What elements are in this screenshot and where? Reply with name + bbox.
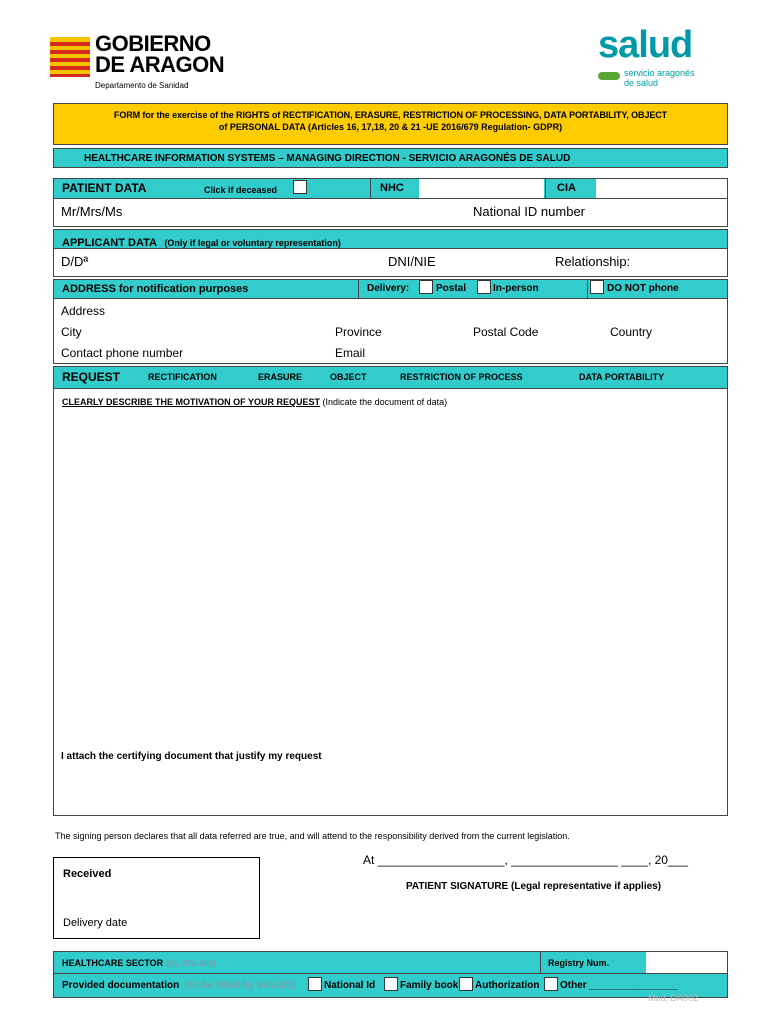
request-option-rectification[interactable]: RECTIFICATION (148, 372, 217, 382)
nhc-input[interactable] (419, 179, 544, 198)
patient-name-label: Mr/Mrs/Ms (61, 204, 123, 219)
patient-section-label: PATIENT DATA (62, 181, 147, 195)
city-label: City (61, 325, 82, 339)
deceased-checkbox[interactable] (293, 180, 307, 194)
request-option-erasure[interactable]: ERASURE (258, 372, 303, 382)
salud-logo-word: salud (598, 24, 693, 66)
applicant-section-label: APPLICANT DATA (62, 237, 157, 249)
applicant-section-note: (Only if legal or voluntary representation) (164, 238, 341, 248)
applicant-dni-label: DNI/NIE (388, 254, 436, 269)
doc-familybook-checkbox[interactable] (384, 977, 398, 991)
salud-logo-sub1: servicio aragonés (624, 68, 695, 78)
gov-logo-line2: DE ARAGON (95, 52, 225, 77)
doc-nationalid-label: National Id (324, 980, 376, 991)
cia-input[interactable] (596, 179, 727, 198)
gov-logo-line1: GOBIERNO (95, 31, 211, 56)
attach-label: I attach the certifying document that justify my request (61, 751, 322, 762)
signature-at-line[interactable]: At ___________________, ________________ ____, 20___ (363, 853, 688, 867)
applicant-name-label: D/Dª (61, 254, 89, 269)
doc-nationalid-checkbox[interactable] (308, 977, 322, 991)
delivery-date-label: Delivery date (63, 917, 128, 929)
provided-note: (to be filled by SALUD) (186, 980, 295, 991)
delivery-inperson-checkbox[interactable] (477, 280, 491, 294)
direction-bar-text: HEALTHCARE INFORMATION SYSTEMS – MANAGING DIRECTION - SERVICIO ARAGONÉS DE SALUD (84, 153, 571, 164)
salud-logo-wave-icon (598, 72, 620, 80)
gobierno-aragon-logo (50, 33, 250, 91)
applicant-relationship-label: Relationship: (555, 254, 631, 269)
signature-label: PATIENT SIGNATURE (Legal representative if applies) (406, 881, 662, 892)
salud-logo (598, 24, 718, 92)
provided-wrap (62, 980, 294, 991)
describe-note: (Indicate the document of data) (322, 397, 448, 407)
request-description-area[interactable] (60, 412, 720, 742)
aragon-flag-icon (50, 37, 90, 77)
delivery-postal-checkbox[interactable] (419, 280, 433, 294)
sector-wrap (62, 958, 216, 968)
national-id-label: National ID number (473, 204, 585, 219)
gov-department: Departamento de Sanidad (95, 81, 189, 90)
email-label: Email (335, 346, 366, 360)
donotphone-label: DO NOT phone (607, 283, 679, 294)
provided-label: Provided documentation (62, 980, 180, 991)
describe-wrap (62, 397, 447, 407)
province-label: Province (335, 325, 382, 339)
form-title-line1: FORM for the exercise of the RIGHTS of RECTIFICATION, ERASURE, RESTRICTION OF PROCESSING, DATA PORTABILITY, OBJECT (113, 110, 668, 120)
received-title: Received (63, 868, 112, 880)
declaration-text: The signing person declares that all data referred are true, and will attend to the responsibility derived from the current legislation. (55, 831, 570, 841)
request-option-restriction[interactable]: RESTRICTION OF PROCESS (400, 372, 523, 382)
form-title-line2: of PERSONAL DATA (Articles 16, 17,18, 20 & 21 -UE 2016/679 Regulation- GDPR) (218, 122, 563, 132)
doc-other-label: Other (560, 980, 587, 991)
patient-name-row (53, 199, 728, 227)
cia-label: CIA (557, 182, 576, 194)
direction-bar (53, 148, 728, 168)
address-section-label: ADDRESS for notification purposes (62, 283, 249, 295)
registry-input[interactable] (646, 952, 727, 973)
doc-authorization-checkbox[interactable] (459, 977, 473, 991)
salud-logo-sub2: de salud (624, 78, 659, 88)
form-title-box (53, 103, 728, 145)
model-code: Mod. DA002 (648, 993, 699, 1003)
donotphone-checkbox[interactable] (590, 280, 604, 294)
sector-note: (by SALUD) (165, 958, 216, 968)
postal-code-label: Postal Code (473, 325, 539, 339)
describe-label: CLEARLY DESCRIBE THE MOTIVATION OF YOUR REQUEST (62, 397, 321, 407)
doc-familybook-label: Family book (400, 980, 459, 991)
request-section-label: REQUEST (62, 370, 121, 384)
delivery-postal-label: Postal (436, 283, 467, 294)
country-label: Country (610, 325, 653, 339)
request-option-object[interactable]: OBJECT (330, 372, 367, 382)
deceased-label: Click if deceased (204, 185, 278, 195)
delivery-label: Delivery: (367, 283, 410, 294)
delivery-inperson-label: In-person (493, 283, 539, 294)
registry-label: Registry Num. (548, 958, 610, 968)
request-option-portability[interactable]: DATA PORTABILITY (579, 372, 665, 382)
doc-other-checkbox[interactable] (544, 977, 558, 991)
sector-label: HEALTHCARE SECTOR (62, 958, 164, 968)
phone-label: Contact phone number (61, 346, 184, 360)
address-label: Address (61, 304, 106, 318)
doc-other-line[interactable]: ________________ (589, 980, 678, 991)
doc-authorization-label: Authorization (475, 980, 540, 991)
nhc-label: NHC (380, 182, 404, 194)
